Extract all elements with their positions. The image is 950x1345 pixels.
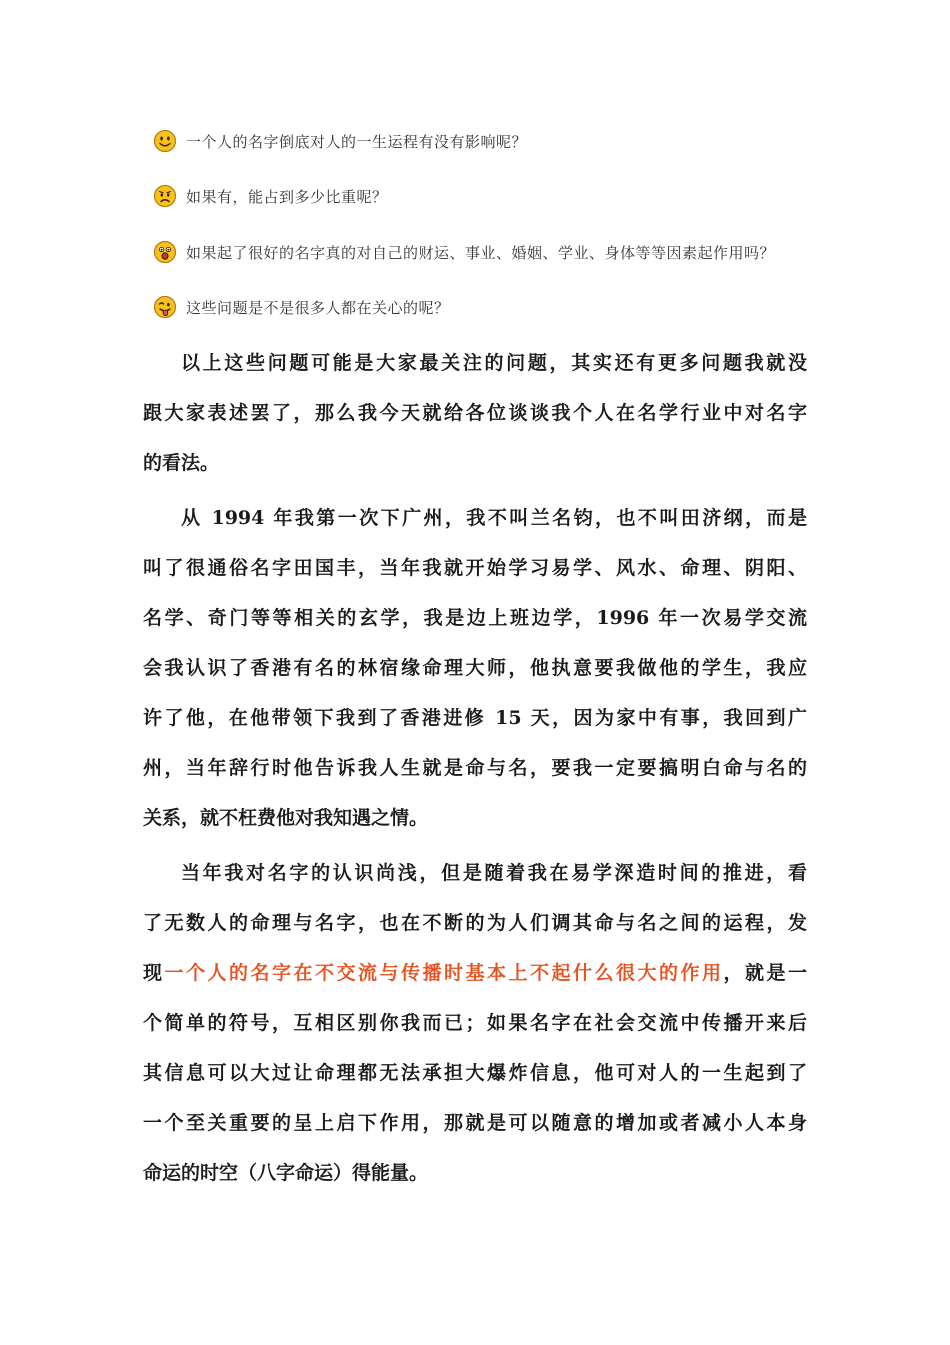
body-paragraph-3 xyxy=(143,848,807,1198)
text-line: 许了他，在他带领下我到了香港进修 15 天，因为家中有事，我回到广 xyxy=(143,707,807,729)
question-text: 一个人的名字倒底对人的一生运程有没有影响呢？ xyxy=(186,132,528,151)
text-line: 一个至关重要的呈上启下作用，那就是可以随意的增加或者减小人本身 xyxy=(143,1112,807,1134)
text-line: 从 1994 年我第一次下广州，我不叫兰名钧，也不叫田济纲，而是 xyxy=(181,507,807,529)
question-item xyxy=(153,181,388,211)
question-text: 如果起了很好的名字真的对自己的财运、事业、婚姻、学业、身体等等因素起作用吗？ xyxy=(186,243,776,262)
text-line: 以上这些问题可能是大家最关注的问题，其实还有更多问题我就没 xyxy=(181,352,807,374)
body-paragraph-2 xyxy=(143,493,807,843)
smile-emoticon-icon xyxy=(153,129,177,153)
question-item xyxy=(153,237,775,267)
text-line: 叫了很通俗名字田国丰，当年我就开始学习易学、风水、命理、阴阳、 xyxy=(143,557,807,579)
text-line: 会我认识了香港有名的林宿缘命理大师，他执意要我做他的学生，我应 xyxy=(143,657,807,679)
text-line: 个简单的符号，互相区别你我而已；如果名字在社会交流中传播开来后 xyxy=(143,1012,807,1034)
text-line: 州，当年辞行时他告诉我人生就是命与名，要我一定要搞明白命与名的 xyxy=(143,757,807,779)
text-line-with-highlight xyxy=(143,948,807,998)
text-line: 的看法。 xyxy=(143,452,220,474)
text-line: 跟大家表述罢了，那么我今天就给各位谈谈我个人在名学行业中对名字 xyxy=(143,402,807,424)
sad-emoticon-icon xyxy=(153,184,177,208)
tongue-emoticon-icon xyxy=(153,295,177,319)
question-text: 如果有，能占到多少比重呢？ xyxy=(186,187,388,206)
question-item xyxy=(153,126,527,156)
text-line: 了无数人的命理与名字，也在不断的为人们调其命与名之间的运程，发 xyxy=(143,912,807,934)
question-item xyxy=(153,292,450,322)
highlighted-text: 一个人的名字在不交流与传播时基本上不起什么很大的作用 xyxy=(164,962,724,984)
text-line: 命运的时空（八字命运）得能量。 xyxy=(143,1162,429,1184)
text-line: 关系，就不枉费他对我知遇之情。 xyxy=(143,807,429,829)
text-line: 名学、奇门等等相关的玄学，我是边上班边学，1996 年一次易学交流 xyxy=(143,607,807,629)
text-line: 其信息可以大过让命理都无法承担大爆炸信息，他可对人的一生起到了 xyxy=(143,1062,807,1084)
text-line: 当年我对名字的认识尚浅，但是随着我在易学深造时间的推进，看 xyxy=(181,862,807,884)
line-text: 现 xyxy=(143,962,165,984)
question-text: 这些问题是不是很多人都在关心的呢？ xyxy=(186,298,450,317)
body-paragraph-1 xyxy=(143,338,807,488)
line-text: ，就是一 xyxy=(723,962,807,984)
surprised-emoticon-icon xyxy=(153,240,177,264)
